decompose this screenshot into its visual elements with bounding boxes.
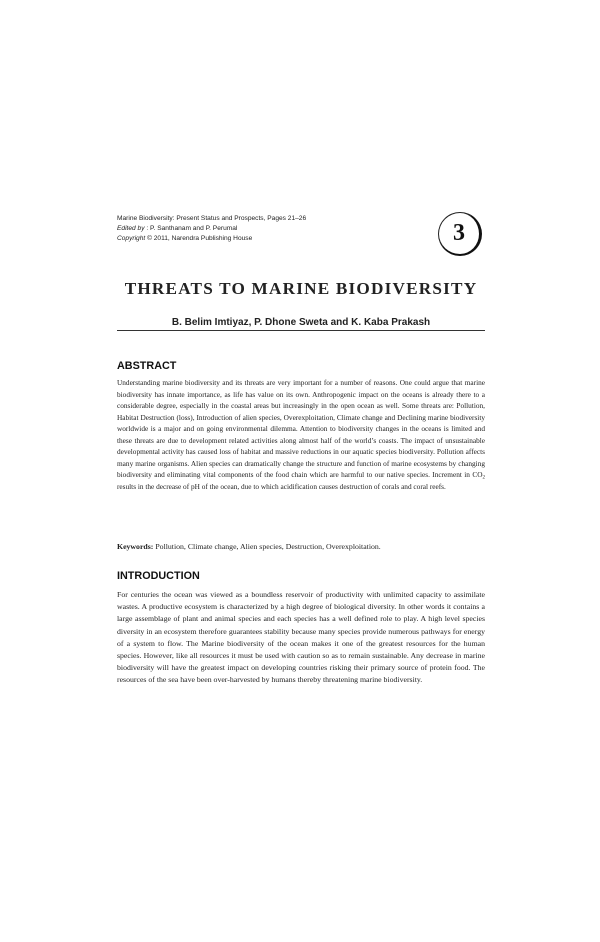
publication-info [117,214,417,244]
keywords-list: Pollution, Climate change, Alien species, Destruction, Overexploitation. [153,542,381,551]
keywords-label: Keywords: [117,542,154,551]
chapter-title: THREATS TO MARINE BIODIVERSITY [124,279,478,298]
title-divider [117,330,485,331]
introduction-heading: INTRODUCTION [117,570,200,582]
book-source: Marine Biodiversity: Present Status and Prospects, Pages 21–26 [117,215,307,222]
edited-by-label: Edited by [117,225,145,232]
editors [117,224,417,234]
co2-subscript: 2 [482,475,485,481]
keywords [117,542,485,551]
editors-names: : P. Santhanam and P. Perumal [144,225,238,232]
copyright-label: Copyright [117,235,146,242]
authors: B. Belim Imtiyaz, P. Dhone Sweta and K. Kaba Prakash [171,317,431,328]
introduction-text: For centuries the ocean was viewed as a boundless reservoir of productivity with unlimited capacity to assimilate wastes. A productive ecosystem is characterized by a high degree of biological diversity. In other words it contains a large assemblage of plant and animal species and each species has a well defined role to play. A high level species diversity in an ecosystem therefore guarantees stability because many species provide numerous pathways for energy of a system to flow. The Marine biodiversity of the ocean makes it one of the greatest resources for the human species. However, like all resources it must be used with caution so as to remain sustainable. Any decrease in marine biodiversity will have the greatest impact on developing countries risking their primary source of protein food. The resources of the sea have been over-harvested by humans thereby threatening marine biodiversity. [117,590,485,685]
abstract-text-main: Understanding marine biodiversity and its threats are very important for a number of reasons. One could argue that marine biodiversity has innate importance, as life has value on its own. Anthropogenic impact on the oceans is already there to a considerable degree, especially in the coastal areas but increasingly in the open ocean as well. Some threats are: Pollution, Habitat Destruction (loss), Introduction of alien species, Overexploitation, Climate change and Declining marine biodiversity worldwide is a major and on going environmental dilemma. Attention to biodiversity changes in the oceans is limited and these threats are due to development related activities along almost half of the world’s coasts. The impact of unsustainable developmental activity has caused loss of habitat and massive reductions in our aquatic species biodiversity. Pollution affects many marine organisms. Alien species can dramatically change the structure and function of marine ecosystems by changing biodiversity and eliminating vital components of the food chain which are harmful to our native species. Increment in CO [117,378,485,479]
copyright [117,234,417,244]
abstract-text-end: results in the decrease of pH of the ocean, due to which acidification causes destruction of corals and coral reefs. [117,481,446,491]
chapter-number-badge: 3 [438,212,482,256]
copyright-text: © 2011, Narendra Publishing House [145,235,253,242]
abstract-text [117,377,485,492]
abstract-heading: ABSTRACT [117,360,177,372]
